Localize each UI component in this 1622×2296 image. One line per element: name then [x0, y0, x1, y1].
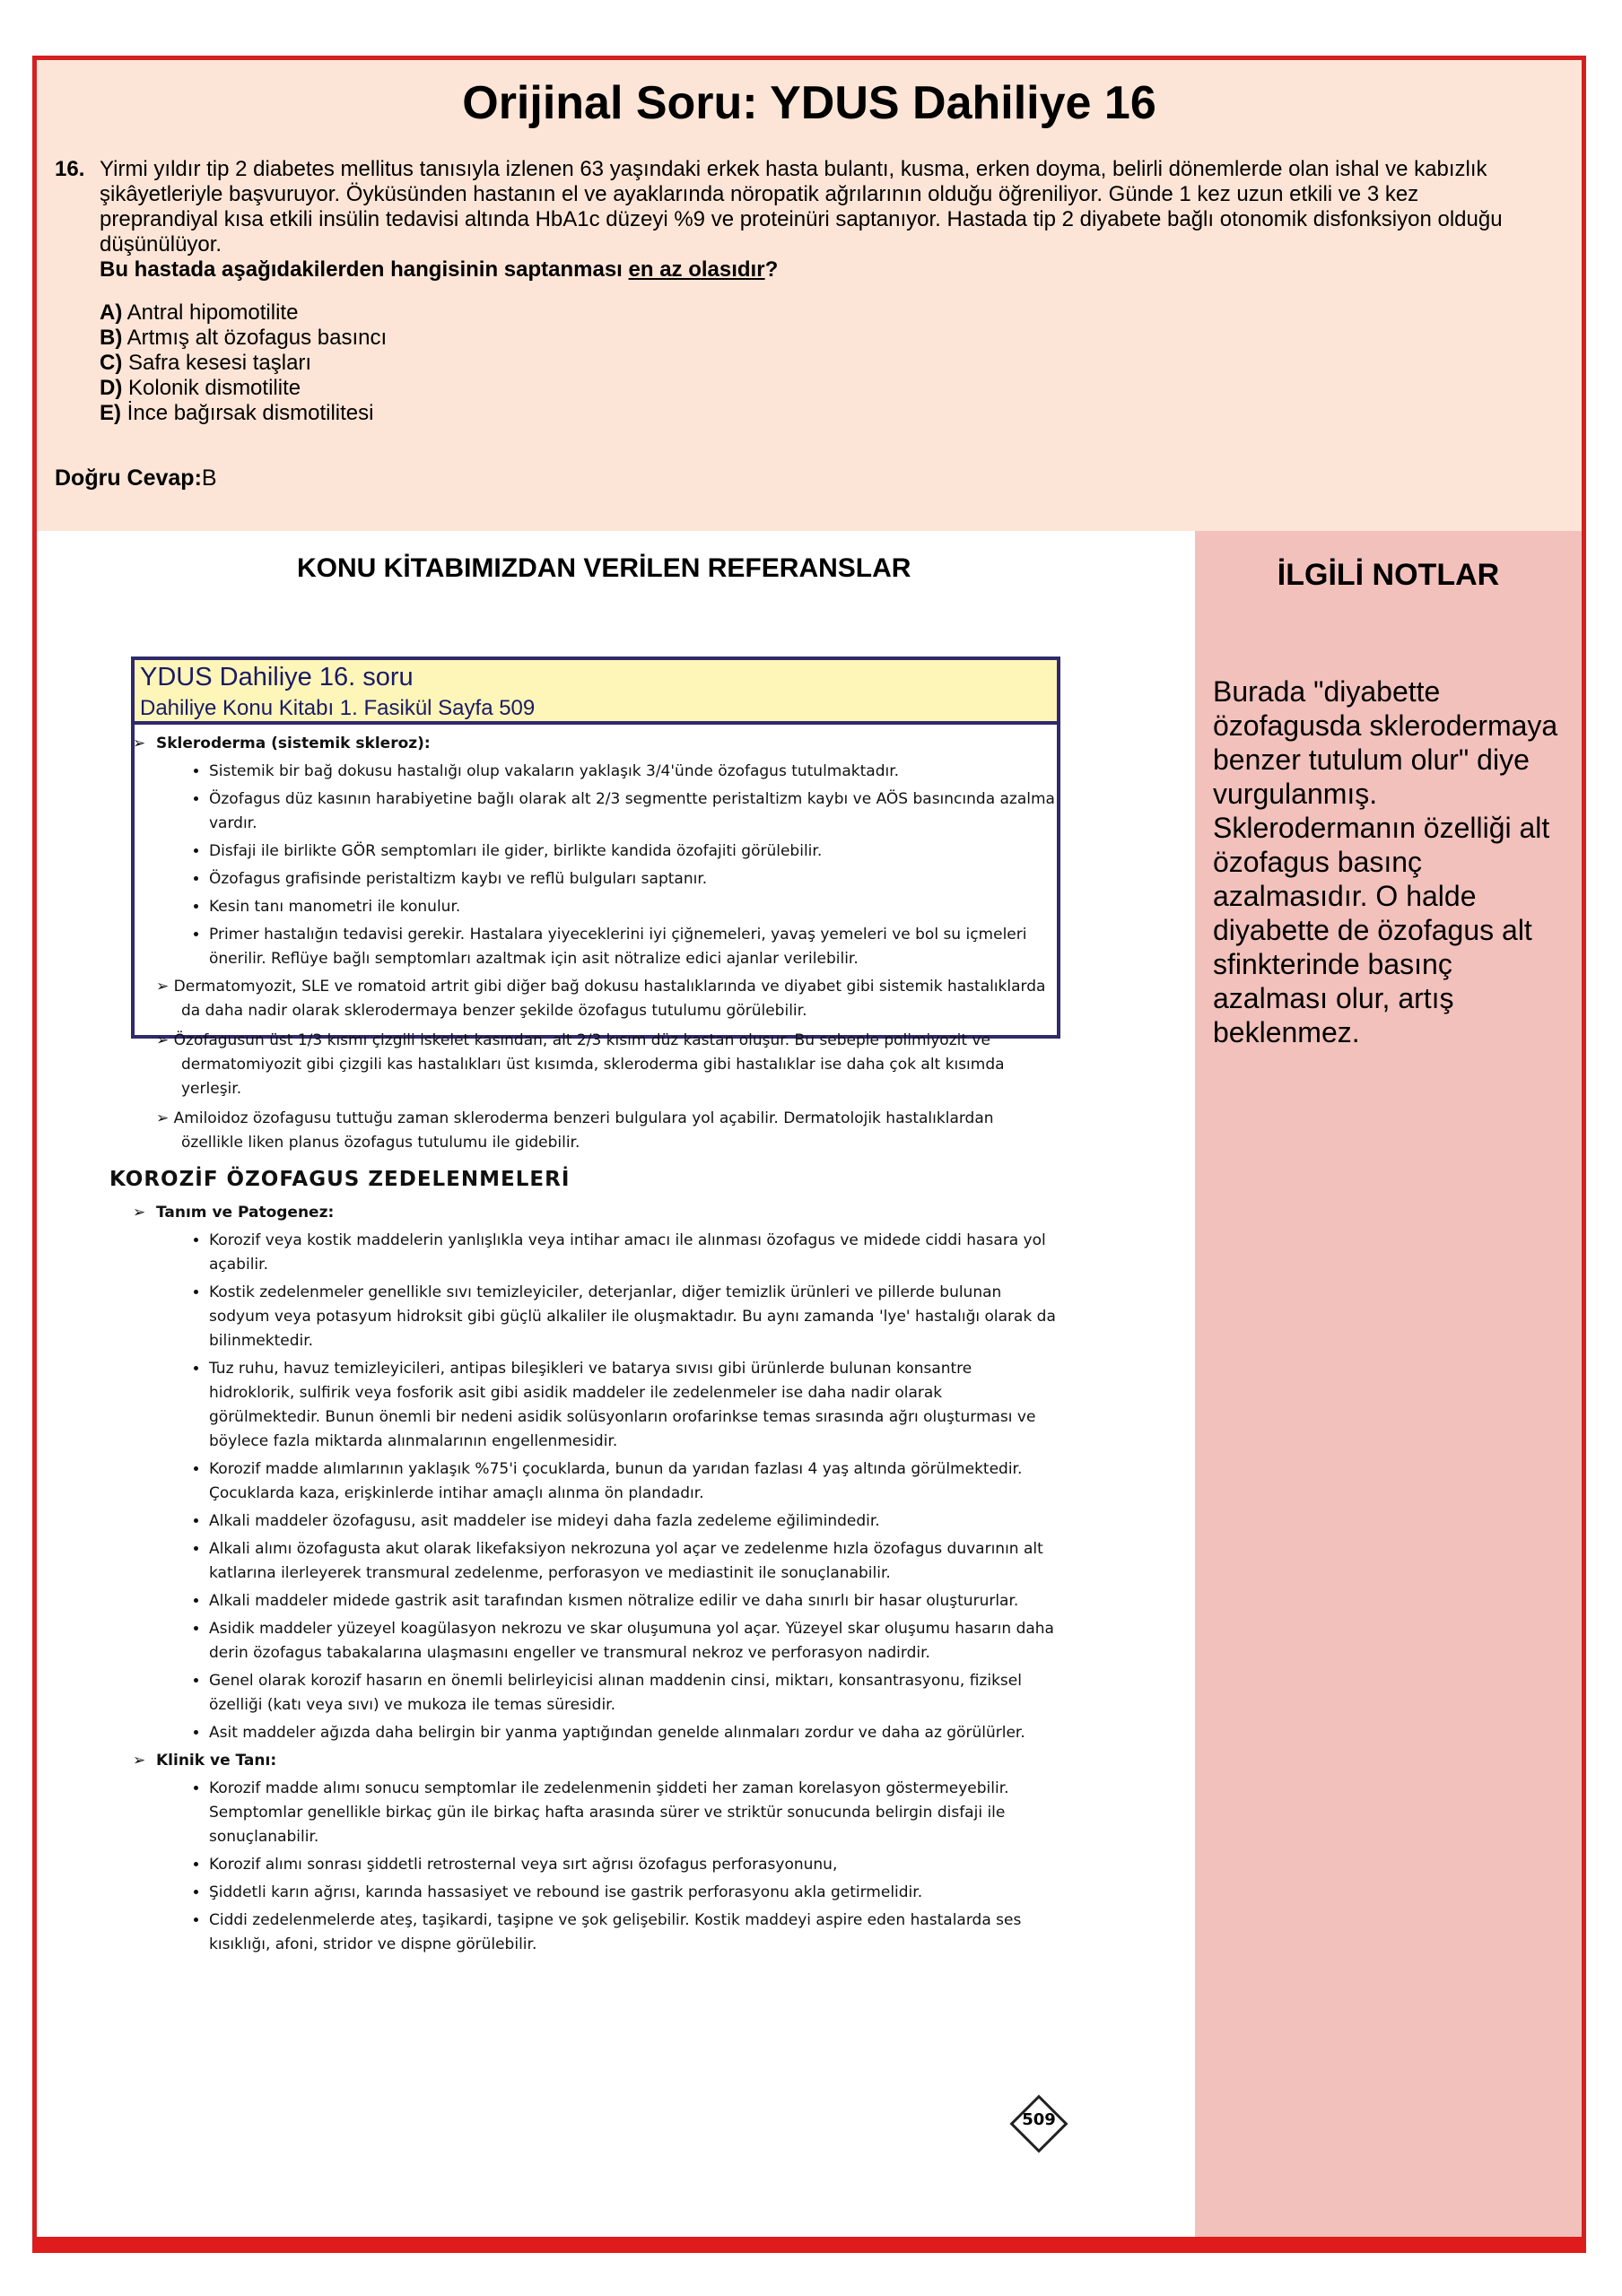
- list-item: • Alkali maddeler midede gastrik asit tarafından kısmen nötralize edilir ve daha sınırlı bir hasar oluştururlar.: [209, 1589, 1057, 1613]
- list-item: • Korozif madde alımı sonucu semptomlar ile zedelenmenin şiddeti her zaman korelasyon göstermeyebilir. Semptomlar genellikle birkaç gün ile birkaç hafta arasında sürer ve striktür sonucunda belirgin disfaji ile sonuçlanabilir.: [209, 1777, 1057, 1849]
- paragraph: ➢ Amiloidoz özofagusu tuttuğu zaman skleroderma benzeri bulgulara yol açabilir. Dermatolojik hastalıklardan özellikle liken planus özofagus tutulumu ile gidebilir.: [156, 1109, 994, 1152]
- list-item: • Korozif alımı sonrası şiddetli retrosternal veya sırt ağrısı özofagus perforasyonunu,: [209, 1853, 1057, 1877]
- list-item: • Korozif madde alımlarının yaklaşık %75'i çocuklarda, bunun da yarıdan fazlası 4 yaş altında görülmektedir. Çocuklarda kaza, erişkinlerde intihar amaçlı alınma ön plandadır.: [209, 1457, 1057, 1506]
- option-text: Kolonik dismotilite: [128, 376, 301, 400]
- list-item: • Kostik zedelenmeler genellikle sıvı temizleyiciler, deterjanlar, diğer temizlik ürünleri ve pillerde bulunan sodyum veya potasyum hidroksit gibi güçlü alkaliler ile oluşmaktadır. Bu aynı zamanda 'lye' hastalığı olarak da bilinmektedir.: [209, 1281, 1057, 1353]
- paragraph-text: Dermatomyozit, SLE ve romatoid artrit gibi diğer bağ dokusu hastalıklarında ve diyabet gibi sistemik hastalıklarda da daha nadir olarak sklerodermaya benzer şekilde özofagus tutulumu görülebilir.: [173, 978, 1046, 1020]
- paragraph: ➢ Dermatomyozit, SLE ve romatoid artrit gibi diğer bağ dokusu hastalıklarında ve diyabet gibi sistemik hastalıklarda da daha nadir olarak sklerodermaya benzer şekilde özofagus tutulumu görülebilir.: [156, 978, 1046, 1020]
- arrow-icon: ➢: [133, 1204, 146, 1222]
- arrow-icon: ➢: [133, 1752, 146, 1770]
- option-d[interactable]: [100, 376, 1535, 401]
- ask-prefix: Bu hastada aşağıdakilerden hangisinin saptanması: [100, 257, 629, 282]
- arrow-icon: ➢: [133, 735, 146, 752]
- book-content: [109, 732, 1057, 1961]
- question-body: [55, 157, 1535, 426]
- list-item: • Korozif veya kostik maddelerin yanlışlıkla veya intihar amacı ile alınması özofagus ve midede ciddi hasara yol açabilir.: [209, 1229, 1057, 1277]
- question-number: 16.: [55, 157, 85, 181]
- list-item: • Asidik maddeler yüzeyel koagülasyon nekrozu ve skar oluşumuna yol açar. Yüzeyel skar oluşumu hasarın daha derin özofagus tabakalarına ulaşmasını engeller ve transmural nekroz ve perforasyon nadirdir.: [209, 1617, 1057, 1665]
- notes-panel: [1195, 531, 1582, 2237]
- option-c[interactable]: [100, 351, 1535, 376]
- option-text: Antral hipomotilite: [126, 300, 299, 325]
- paragraph: ➢ Özofagusun üst 1/3 kısmı çizgili iskelet kasından, alt 2/3 kısım düz kastan oluşur. Bu sebeple polimiyozit ve dermatomiyozit gibi çizgili kas hastalıkları üst kısımda, skleroderma gibi hastalıklar ise daha çok alt kısımda yerleşir.: [156, 1031, 1005, 1098]
- highlight-title: YDUS Dahiliye 16. soru: [140, 663, 414, 691]
- paragraph-text: Özofagusun üst 1/3 kısmı çizgili iskelet kasından, alt 2/3 kısım düz kastan oluşur. Bu sebeple polimiyozit ve dermatomiyozit gibi çizgili kas hastalıkları üst kısımda, skleroderma gibi hastalıklar ise daha çok alt kısımda yerleşir.: [173, 1031, 1005, 1098]
- section-heading: KOROZİF ÖZOFAGUS ZEDELENMELERİ: [109, 1168, 571, 1191]
- option-letter: A): [100, 300, 123, 325]
- option-text: Artmış alt özofagus basıncı: [126, 326, 388, 350]
- options-list: [100, 300, 1535, 426]
- list-item: • Kesin tanı manometri ile konulur.: [209, 895, 1057, 919]
- highlight-header: [135, 660, 1057, 725]
- list-item: • Alkali maddeler özofagusu, asit maddeler ise mideyi daha fazla zedeleme eğilimindedir.: [209, 1509, 1057, 1534]
- scleroderma-heading: [133, 732, 1057, 756]
- highlight-source: Dahiliye Konu Kitabı 1. Fasikül Sayfa 509: [140, 696, 536, 720]
- answer-value: B: [201, 465, 217, 491]
- answer-label: Doğru Cevap:: [55, 465, 202, 491]
- list-item: • Disfaji ile birlikte GÖR semptomları ile gider, birlikte kandida özofajiti görülebilir.: [209, 839, 1057, 864]
- reference-heading: KONU KİTABIMIZDAN VERİLEN REFERANSLAR: [297, 553, 911, 583]
- notes-title: İLGİLİ NOTLAR: [1277, 558, 1500, 592]
- clinic-heading: [133, 1749, 1057, 1773]
- option-letter: D): [100, 376, 123, 400]
- clinic-list: [133, 1777, 1057, 1957]
- list-item: • Asit maddeler ağızda daha belirgin bir yanma yaptığından genelde alınmaları zordur ve daha az görülürler.: [209, 1721, 1057, 1745]
- question-panel: [37, 60, 1582, 531]
- question-ask: [100, 257, 1535, 283]
- paragraph-text: Amiloidoz özofagusu tuttuğu zaman skleroderma benzeri bulgulara yol açabilir. Dermatolojik hastalıklardan özellikle liken planus özofagus tutulumu ile gidebilir.: [173, 1109, 994, 1152]
- option-letter: C): [100, 351, 123, 375]
- notes-text: Burada "diyabette özofagusda sklerodermaya benzer tutulum olur" diye vurgulanmış. Sklerodermanın özelliği alt özofagus basınç azalmasıdır. O halde diyabette de özofagus alt sfinkterinde basınç azalması olur, artış beklenmez.: [1213, 675, 1558, 1048]
- option-e[interactable]: [100, 401, 1535, 426]
- option-text: Safra kesesi taşları: [128, 351, 312, 375]
- question-title: Orijinal Soru: YDUS Dahiliye 16: [462, 77, 1156, 129]
- definition-heading: [133, 1201, 1057, 1225]
- option-letter: B): [100, 326, 123, 350]
- ask-suffix: ?: [764, 257, 779, 282]
- list-item: • Özofagus grafisinde peristaltizm kaybı ve reflü bulguları saptanır.: [209, 867, 1057, 891]
- heading-text: Tanım ve Patogenez:: [156, 1204, 335, 1222]
- list-item: • Primer hastalığın tedavisi gerekir. Hastalara yiyeceklerini iyi çiğnemeleri, yavaş yemeleri ve bol su içmeleri önerilir. Reflüye bağlı semptomları azaltmak için asit nötralize edici ajanlar verilebilir.: [209, 923, 1057, 971]
- option-text: İnce bağırsak dismotilitesi: [126, 401, 374, 425]
- list-item: • Özofagus düz kasının harabiyetine bağlı olarak alt 2/3 segmentte peristaltizm kaybı ve AÖS basıncında azalma vardır.: [209, 787, 1057, 836]
- option-a[interactable]: [100, 300, 1535, 326]
- definition-list: [133, 1229, 1057, 1745]
- scleroderma-list: [133, 760, 1057, 971]
- heading-text: Klinik ve Tanı:: [156, 1752, 277, 1770]
- page-number: 509: [1022, 2110, 1056, 2129]
- list-item: • Şiddetli karın ağrısı, karında hassasiyet ve rebound ise gastrik perforasyonu akla getirmelidir.: [209, 1881, 1057, 1905]
- ask-emphasis: en az olasıdır: [628, 257, 765, 282]
- list-item: • Tuz ruhu, havuz temizleyicileri, antipas bileşikleri ve batarya sıvısı gibi ürünlerde bulunan konsantre hidroklorik, sulfirik veya fosforik asit gibi asidik maddeler ile zedelenmeler ise daha nadir olarak görülmektedir. Bunun önemli bir nedeni asidik solüsyonların orofarinkse temas sırasında ağrı oluşturması ve böylece fazla miktarda alınmalarının engellenmesidir.: [209, 1357, 1057, 1454]
- correct-answer: [55, 465, 217, 491]
- option-letter: E): [100, 401, 121, 425]
- list-item: • Alkali alımı özofagusta akut olarak likefaksiyon nekrozuna yol açar ve zedelenme hızla özofagus duvarının alt katlarına ilerleyerek transmural zedelenme, perforasyon ve mediastinit ile sonuçlanabilir.: [209, 1537, 1057, 1586]
- list-item: • Sistemik bir bağ dokusu hastalığı olup vakaların yaklaşık 3/4'ünde özofagus tutulmaktadır.: [209, 760, 1057, 784]
- list-item: • Genel olarak korozif hasarın en önemli belirleyicisi alınan maddenin cinsi, miktarı, konsantrasyonu, fiziksel özelliği (katı veya sıvı) ve mukoza ile temas süresidir.: [209, 1669, 1057, 1718]
- list-item: • Ciddi zedelenmelerde ateş, taşikardi, taşipne ve şok gelişebilir. Kostik maddeyi aspire eden hastalarda ses kısıklığı, afoni, stridor ve dispne görülebilir.: [209, 1909, 1057, 1957]
- question-text: Yirmi yıldır tip 2 diabetes mellitus tanısıyla izlenen 63 yaşındaki erkek hasta bulantı, kusma, erken doyma, belirli dönemlerde olan ishal ve kabızlık şikâyetleriyle başvuruyor. Öyküsünden hastanın el ve ayaklarında nöropatik ağrılarının olduğu öğreniliyor. Günde 1 kez uzun etkili ve 3 kez preprandiyal kısa etkili insülin tedavisi altında HbA1c düzeyi %9 ve proteinüri saptanıyor. Hastada tip 2 diyabete bağlı otonomik disfonksiyon olduğu düşünülüyor.: [100, 157, 1503, 257]
- heading-text: Skleroderma (sistemik skleroz):: [156, 735, 431, 752]
- option-b[interactable]: [100, 326, 1535, 351]
